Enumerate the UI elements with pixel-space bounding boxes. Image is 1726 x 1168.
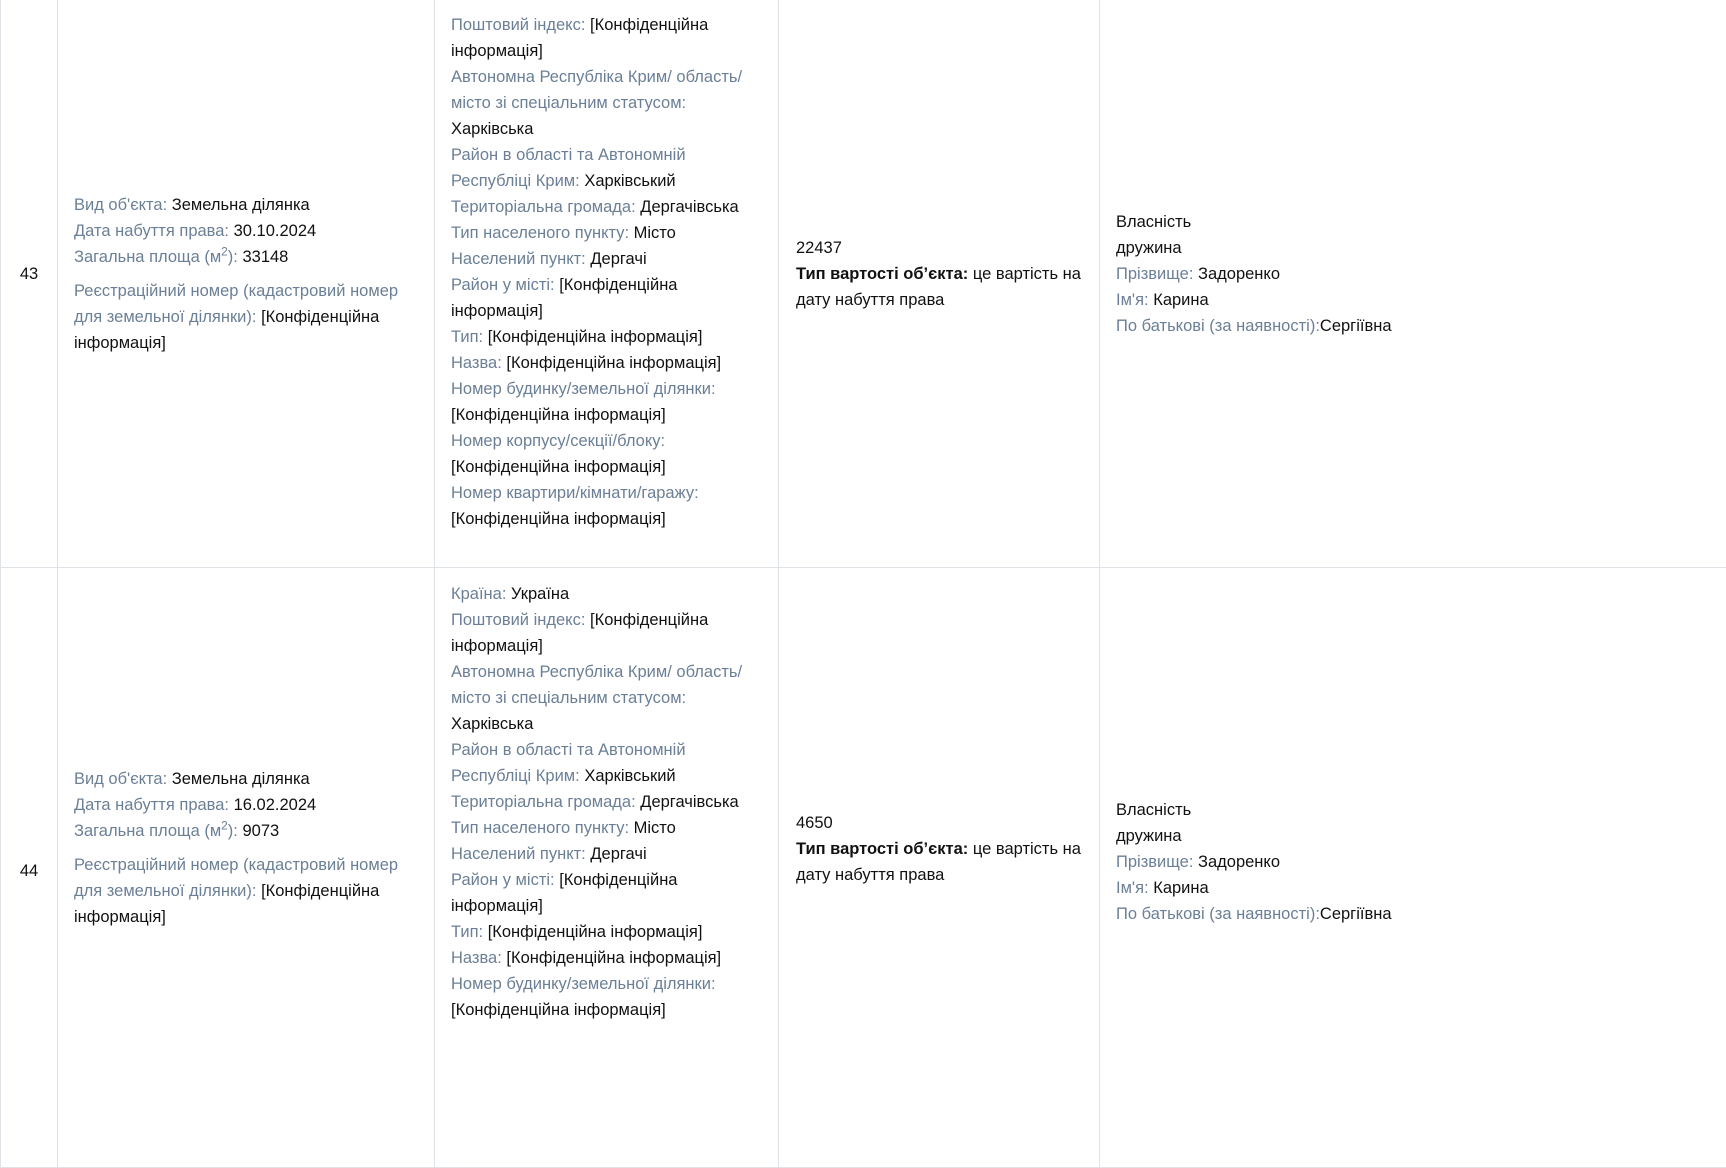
value-type-value: це вартість на дату набуття права bbox=[796, 840, 1081, 884]
value-cell bbox=[779, 0, 1100, 568]
table-row bbox=[1, 568, 1726, 1168]
object-type-label: Вид об'єкта: bbox=[74, 770, 167, 788]
surname-line bbox=[1116, 849, 1713, 875]
community-value: Дергачівська bbox=[640, 793, 738, 811]
street-type-line bbox=[451, 919, 762, 945]
settlement-line bbox=[451, 246, 762, 272]
district-line bbox=[451, 737, 762, 789]
value-type-line bbox=[796, 261, 1082, 313]
acquired-date-value: 30.10.2024 bbox=[234, 222, 317, 240]
row-number: 43 bbox=[20, 265, 38, 283]
region-value: Харківська bbox=[451, 120, 533, 138]
settlement-line bbox=[451, 841, 762, 867]
district-line bbox=[451, 142, 762, 194]
postal-line bbox=[451, 12, 762, 64]
apartment-value: [Конфіденційна інформація] bbox=[451, 510, 666, 528]
city-district-line bbox=[451, 272, 762, 324]
community-line bbox=[451, 789, 762, 815]
value-type-line bbox=[796, 836, 1082, 888]
district-label: Район в області та Автономній Республіці Крим: bbox=[451, 146, 686, 190]
house-line bbox=[451, 971, 762, 1023]
street-type-value: [Конфіденційна інформація] bbox=[488, 923, 703, 941]
owner-cell bbox=[1100, 0, 1726, 568]
area-line bbox=[74, 244, 418, 270]
settlement-label: Населений пункт: bbox=[451, 845, 586, 863]
street-type-value: [Конфіденційна інформація] bbox=[488, 328, 703, 346]
reg-number-line bbox=[74, 852, 418, 930]
name-label: Ім'я: bbox=[1116, 291, 1149, 309]
building-value: [Конфіденційна інформація] bbox=[451, 458, 666, 476]
ownership-type: Власність bbox=[1116, 209, 1713, 235]
surname-value: Задоренко bbox=[1198, 853, 1280, 871]
district-value: Харківський bbox=[584, 767, 675, 785]
reg-number-label: Реєстраційний номер (кадастровий номер для земельної ділянки): bbox=[74, 856, 398, 900]
area-label-suffix: ): bbox=[228, 822, 238, 840]
row-number-cell bbox=[1, 0, 58, 568]
settlement-type-value: Місто bbox=[634, 819, 676, 837]
region-line bbox=[451, 64, 762, 142]
city-district-line bbox=[451, 867, 762, 919]
acquired-date-value: 16.02.2024 bbox=[234, 796, 317, 814]
street-name-value: [Конфіденційна інформація] bbox=[506, 949, 721, 967]
address-cell bbox=[435, 568, 779, 1168]
value-amount: 4650 bbox=[796, 810, 1082, 836]
city-district-value: [Конфіденційна інформація] bbox=[451, 871, 677, 915]
value-type-label: Тип вартості об’єкта: bbox=[796, 840, 968, 858]
owner-cell bbox=[1100, 568, 1726, 1168]
reg-number-label: Реєстраційний номер (кадастровий номер для земельної ділянки): bbox=[74, 282, 398, 326]
settlement-value: Дергачі bbox=[590, 845, 646, 863]
district-value: Харківський bbox=[584, 172, 675, 190]
country-value: Україна bbox=[511, 585, 569, 603]
postal-value: [Конфіденційна інформація] bbox=[451, 16, 708, 60]
patronymic-label: По батькові (за наявності): bbox=[1116, 317, 1320, 335]
reg-number-value: [Конфіденційна інформація] bbox=[74, 308, 379, 352]
acquired-date-line bbox=[74, 792, 418, 818]
owner-relation: дружина bbox=[1116, 235, 1713, 261]
value-amount: 22437 bbox=[796, 235, 1082, 261]
object-cell bbox=[58, 0, 435, 568]
address-cell bbox=[435, 0, 779, 568]
settlement-type-line bbox=[451, 220, 762, 246]
street-type-label: Тип: bbox=[451, 328, 483, 346]
reg-number-value: [Конфіденційна інформація] bbox=[74, 882, 379, 926]
country-line bbox=[451, 581, 762, 607]
acquired-date-line bbox=[74, 218, 418, 244]
area-label-prefix: Загальна площа (м bbox=[74, 248, 221, 266]
postal-value: [Конфіденційна інформація] bbox=[451, 611, 708, 655]
area-label bbox=[74, 822, 238, 840]
apartment-label: Номер квартири/кімнати/гаражу: bbox=[451, 484, 699, 502]
building-label: Номер корпусу/секції/блоку: bbox=[451, 432, 665, 450]
house-label: Номер будинку/земельної ділянки: bbox=[451, 380, 716, 398]
settlement-type-label: Тип населеного пункту: bbox=[451, 819, 629, 837]
house-line bbox=[451, 376, 762, 428]
row-number: 44 bbox=[1, 568, 57, 881]
name-line bbox=[1116, 875, 1713, 901]
region-value: Харківська bbox=[451, 715, 533, 733]
building-line bbox=[451, 428, 762, 480]
area-label bbox=[74, 248, 238, 266]
surname-value: Задоренко bbox=[1198, 265, 1280, 283]
house-value: [Конфіденційна інформація] bbox=[451, 406, 666, 424]
district-label: Район в області та Автономній Республіці Крим: bbox=[451, 741, 686, 785]
area-value: 9073 bbox=[242, 822, 279, 840]
object-type-line bbox=[74, 192, 418, 218]
value-cell bbox=[779, 568, 1100, 1168]
acquired-date-label: Дата набуття права: bbox=[74, 796, 229, 814]
patronymic-line bbox=[1116, 313, 1713, 339]
surname-label: Прізвище: bbox=[1116, 265, 1193, 283]
object-cell bbox=[58, 568, 435, 1168]
value-type-label: Тип вартості об’єкта: bbox=[796, 265, 968, 283]
area-line bbox=[74, 818, 418, 844]
value-type-value: це вартість на дату набуття права bbox=[796, 265, 1081, 309]
community-value: Дергачівська bbox=[640, 198, 738, 216]
settlement-value: Дергачі bbox=[590, 250, 646, 268]
settlement-type-label: Тип населеного пункту: bbox=[451, 224, 629, 242]
postal-line bbox=[451, 607, 762, 659]
row-number-cell bbox=[1, 568, 58, 1168]
table-row bbox=[1, 0, 1726, 568]
region-label: Автономна Республіка Крим/ область/місто зі спеціальним статусом: bbox=[451, 663, 742, 707]
object-type-value: Земельна ділянка bbox=[172, 770, 310, 788]
name-line bbox=[1116, 287, 1713, 313]
area-value: 33148 bbox=[242, 248, 288, 266]
area-label-suffix: ): bbox=[228, 248, 238, 266]
area-label-prefix: Загальна площа (м bbox=[74, 822, 221, 840]
street-name-label: Назва: bbox=[451, 949, 502, 967]
name-label: Ім'я: bbox=[1116, 879, 1149, 897]
apartment-line bbox=[451, 480, 762, 532]
community-label: Територіальна громада: bbox=[451, 198, 636, 216]
region-label: Автономна Республіка Крим/ область/місто зі спеціальним статусом: bbox=[451, 68, 742, 112]
house-label: Номер будинку/земельної ділянки: bbox=[451, 975, 716, 993]
region-line bbox=[451, 659, 762, 737]
owner-relation: дружина bbox=[1116, 823, 1713, 849]
community-label: Територіальна громада: bbox=[451, 793, 636, 811]
community-line bbox=[451, 194, 762, 220]
acquired-date-label: Дата набуття права: bbox=[74, 222, 229, 240]
city-district-label: Район у місті: bbox=[451, 276, 555, 294]
surname-line bbox=[1116, 261, 1713, 287]
street-type-line bbox=[451, 324, 762, 350]
settlement-type-line bbox=[451, 815, 762, 841]
area-label-sup: 2 bbox=[221, 245, 228, 259]
street-type-label: Тип: bbox=[451, 923, 483, 941]
patronymic-line bbox=[1116, 901, 1713, 927]
surname-label: Прізвище: bbox=[1116, 853, 1193, 871]
street-name-label: Назва: bbox=[451, 354, 502, 372]
city-district-label: Район у місті: bbox=[451, 871, 555, 889]
name-value: Карина bbox=[1153, 879, 1208, 897]
postal-label: Поштовий індекс: bbox=[451, 16, 585, 34]
street-name-line bbox=[451, 350, 762, 376]
settlement-label: Населений пункт: bbox=[451, 250, 586, 268]
area-label-sup: 2 bbox=[221, 819, 228, 833]
ownership-type: Власність bbox=[1116, 797, 1713, 823]
street-name-value: [Конфіденційна інформація] bbox=[506, 354, 721, 372]
country-label: Країна: bbox=[451, 585, 506, 603]
street-name-line bbox=[451, 945, 762, 971]
object-type-label: Вид об'єкта: bbox=[74, 196, 167, 214]
name-value: Карина bbox=[1153, 291, 1208, 309]
patronymic-value: Сергіївна bbox=[1320, 317, 1392, 335]
patronymic-value: Сергіївна bbox=[1320, 905, 1392, 923]
settlement-type-value: Місто bbox=[634, 224, 676, 242]
city-district-value: [Конфіденційна інформація] bbox=[451, 276, 677, 320]
patronymic-label: По батькові (за наявності): bbox=[1116, 905, 1320, 923]
object-type-line bbox=[74, 766, 418, 792]
reg-number-line bbox=[74, 278, 418, 356]
object-type-value: Земельна ділянка bbox=[172, 196, 310, 214]
postal-label: Поштовий індекс: bbox=[451, 611, 585, 629]
house-value: [Конфіденційна інформація] bbox=[451, 1001, 666, 1019]
